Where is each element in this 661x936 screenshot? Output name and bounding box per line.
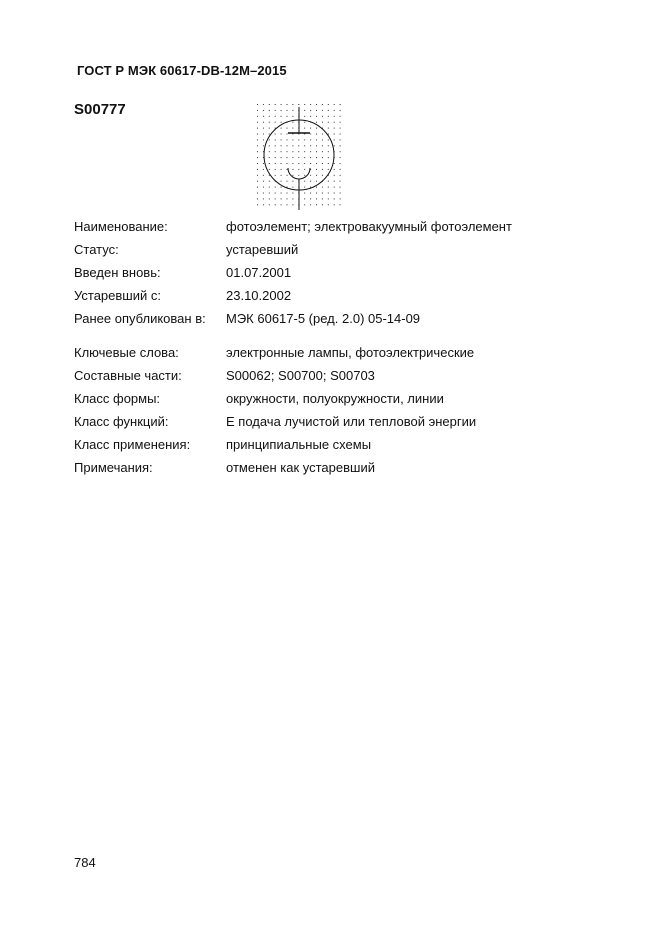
symbol-code: S00777 bbox=[74, 101, 126, 118]
field-value: устаревший bbox=[226, 242, 299, 257]
field-value: окружности, полуокружности, линии bbox=[226, 391, 444, 406]
field-value: E подача лучистой или тепловой энергии bbox=[226, 414, 477, 429]
field-value: принципиальные схемы bbox=[226, 437, 372, 452]
field-label: Статус: bbox=[74, 242, 119, 257]
field-label: Ключевые слова: bbox=[74, 345, 179, 360]
field-value: 01.07.2001 bbox=[226, 265, 292, 280]
field-value: 23.10.2002 bbox=[226, 288, 292, 303]
field-label: Наименование: bbox=[74, 219, 168, 234]
field-value: S00062; S00700; S00703 bbox=[226, 368, 375, 383]
document-header: ГОСТ Р МЭК 60617-DB-12M–2015 bbox=[77, 63, 287, 78]
field-label: Примечания: bbox=[74, 460, 153, 475]
field-label: Класс применения: bbox=[74, 437, 191, 452]
field-value: электронные лампы, фотоэлектрические bbox=[226, 345, 475, 360]
field-label: Класс формы: bbox=[74, 391, 161, 406]
field-label: Класс функций: bbox=[74, 414, 169, 429]
field-value: отменен как устаревший bbox=[226, 460, 375, 475]
phototube-symbol-icon bbox=[255, 101, 345, 213]
page-number: 784 bbox=[74, 855, 96, 870]
field-label: Ранее опубликован в: bbox=[74, 311, 206, 326]
field-label: Введен вновь: bbox=[74, 265, 161, 280]
field-value: МЭК 60617-5 (ред. 2.0) 05-14-09 bbox=[226, 311, 421, 326]
field-label: Составные части: bbox=[74, 368, 182, 383]
field-label: Устаревший с: bbox=[74, 288, 161, 303]
field-value: фотоэлемент; электровакуумный фотоэлемент bbox=[226, 219, 512, 234]
